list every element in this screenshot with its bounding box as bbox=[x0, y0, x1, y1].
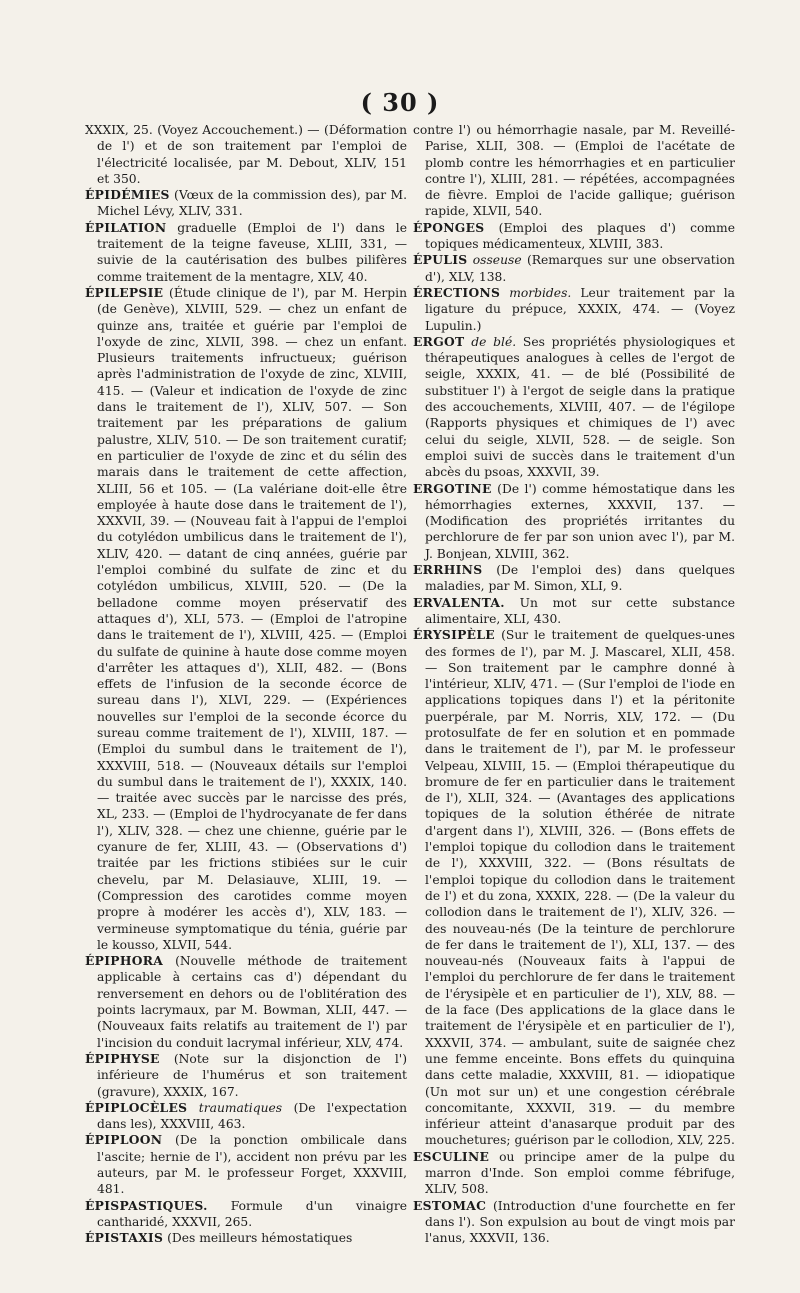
index-entry: ÉPIPLOCÈLES traumatiques (De l'expectation dans les), XXXVIII, 463. bbox=[85, 1099, 407, 1132]
index-entry: ÉPIPHYSE (Note sur la disjonction de l') inférieure de l'humérus et son traitement (gravure), XXXIX, 167. bbox=[85, 1050, 407, 1099]
index-entry: XXXIX, 25. (Voyez Accouchement.) — (Déformation de l') et de son traitement par l'emploi de l'électricité localisée, par M. Debout, XLIV, 151 et 350. bbox=[85, 123, 407, 186]
index-entry: ÉPILATION graduelle (Emploi de l') dans le traitement de la teigne faveuse, XLIII, 331, — suivie de la cautérisation des bulbes pilifères comme traitement de la mentagre, XLV, 40. bbox=[85, 219, 407, 284]
index-entry: ÉRECTIONS morbides. Leur traitement par la ligature du prépuce, XXXIX, 474. — (Voyez Lupulin.) bbox=[413, 284, 735, 333]
index-entry: ÉPISPASTIQUES. Formule d'un vinaigre cantharidé, XXXVII, 265. bbox=[85, 1197, 407, 1229]
page-number: ( 30 ) bbox=[360, 88, 440, 117]
index-entry: ESTOMAC (Introduction d'une fourchette en fer dans l'). Son expulsion au bout de vingt mois par l'anus, XXXVII, 136. bbox=[413, 1197, 735, 1246]
index-entry: ÉRYSIPÈLE (Sur le traitement de quelques-unes des formes de l'), par M. J. Mascarel, XLII, 458. — Son traitement par le camphre donné à l'intérieur, XLIV, 471. — (Sur l'emploi de l'iode en applications topiques dans l') et la péritonite puerpérale, par M. Norris, XLV, 172. — (Du protosulfate de fer en solution et en pommade dans le traitement de l'), par M. le professeur Velpeau, XLVIII, 15. — (Emploi thérapeutique du bromure de fer en particulier dans le traitement de l'), XLII, 324. — (Avantages des applications topiques de la solution éthérée de nitrate d'argent dans l'), XLVIII, 326. — (Bons effets de l'emploi topique du collodion dans le traitement de l'), XXXVIII, 322. — (Bons résultats de l'emploi topique du collodion dans le traitement de l') et du zona, XXXIX, 228. — (De la valeur du collodion dans le traitement de l'), XLIV, 326. — des nouveau-nés (De la teinture de perchlorure de fer dans le traitement de l'), XLI, 137. — des nouveau-nés (Nouveaux faits à l'appui de l'emploi du perchlorure de fer dans le traitement de l'érysipèle et en particulier de l'), XLV, 88. — de la face (Des applications de la glace dans le traitement de l'érysipèle et en particulier de l'), XXXVII, 374. — ambulant, suite de saignée chez une femme enceinte. Bons effets du quinquina dans cette maladie, XXXVIII, 81. — idiopatique (Un mot sur un) et une congestion cérébrale concomitante, XXXVII, 319. — du membre inférieur atteint d'anasarque produit par des mouchetures; guérison par le collodion, XLV, 225. bbox=[413, 627, 735, 1148]
index-entry: ESCULINE ou principe amer de la pulpe du marron d'Inde. Son emploi comme fébrifuge, XLIV, 508. bbox=[413, 1148, 735, 1197]
index-entry: ÉPONGES (Emploi des plaques d') comme topiques médicamenteux, XLVIII, 383. bbox=[413, 219, 735, 252]
index-entry: ÉPISTAXIS (Des meilleurs hémostatiques bbox=[85, 1230, 353, 1246]
left-column bbox=[85, 122, 407, 1246]
index-entry: ERGOT de blé. Ses propriétés physiologiques et thérapeutiques analogues à celles de l'ergot de seigle, XXXIX, 41. — de blé (Possibilité de substituer l') à l'ergot de seigle dans la pratique des accouchements, XLVIII, 407. — de l'égilope (Rapports physiques et chimiques de l') avec celui du seigle, XLVII, 528. — de seigle. Son emploi suivi de succès dans le traitement d'un abcès du psoas, XXXVII, 39. bbox=[413, 333, 735, 480]
index-entry: ÉPULIS osseuse (Remarques sur une observation d'), XLV, 138. bbox=[413, 252, 735, 284]
index-entry: ERGOTINE (De l') comme hémostatique dans les hémorrhagies externes, XXXVII, 137. — (Modification des propriétés irritantes du perchlorure de fer par son union avec l'), par M. J. Bonjean, XLVIII, 362. bbox=[413, 480, 735, 561]
index-entry: ERVALENTA. Un mot sur cette substance alimentaire, XLI, 430. bbox=[413, 594, 735, 626]
right-column bbox=[413, 122, 735, 1246]
index-entry: ÉPILEPSIE (Étude clinique de l'), par M. Herpin (de Genève), XLVIII, 529. — chez un enfant de quinze ans, traitée et guérie par l'emploi de l'oxyde de zinc, XLVII, 398. — chez un enfant. Plusieurs traitements infructueux; guérison après l'administration de l'oxyde de zinc, XLVIII, 415. — (Valeur et indication de l'oxyde de zinc dans le traitement de l'), XLIV, 507. — Son traitement par les préparations de galium palustre, XLIV, 510. — De son traitement curatif; en particulier de l'oxyde de zinc et du sélin des marais dans le traitement de cette affection, XLIII, 56 et 105. — (La valériane doit-elle être employée à haute dose dans le traitement de l'), XXXVII, 39. — (Nouveau fait à l'appui de l'emploi du cotylédon umbilicus dans le traitement de l'), XLIV, 420. — datant de cinq années, guérie par l'emploi combiné du sulfate de zinc et du cotylédon umbilicus, XLVIII, 520. — (De la belladone comme moyen préservatif des attaques d'), XLI, 573. — (Emploi de l'atropine dans le traitement de l'), XLVIII, 425. — (Emploi du sulfate de quinine à haute dose comme moyen d'arrêter les attaques d'), XLII, 482. — (Bons effets de l'infusion de la seconde écorce de sureau dans l'), XLVI, 229. — (Expériences nouvelles sur l'emploi de la seconde écorce du sureau comme traitement de l'), XLVIII, 187. — (Emploi du sumbul dans le traitement de l'), XXXVIII, 518. — (Nouveaux détails sur l'emploi du sumbul dans le traitement de l'), XXXIX, 140. — traitée avec succès par le narcisse des prés, XL, 233. — (Emploi de l'hydrocyanate de fer dans l'), XLIV, 328. — chez une chienne, guérie par le cyanure de fer, XLIII, 43. — (Observations d') traitée par les frictions stibiées sur le cuir chevelu, par M. Delasiauve, XLIII, 19. — (Compression des carotides comme moyen propre à modérer les accès d'), XLV, 183. — vermineuse symptomatique du ténia, guérie par le kousso, XLVII, 544. bbox=[85, 284, 407, 952]
index-entry: ÉPIPLOON (De la ponction ombilicale dans l'ascite; hernie de l'), accident non prévu par les auteurs, par M. le professeur Forget, XXXVIII, 481. bbox=[85, 1132, 407, 1197]
index-entry: ERRHINS (De l'emploi des) dans quelques maladies, par M. Simon, XLI, 9. bbox=[413, 562, 735, 594]
index-entry: ÉPIDÉMIES (Vœux de la commission des), par M. Michel Lévy, XLIV, 331. bbox=[85, 187, 407, 219]
index-entry: ÉPIPHORA (Nouvelle méthode de traitement applicable à certains cas d') dépendant du renversement en dehors ou de l'oblitération des points lacrymaux, par M. Bowman, XLII, 447. — (Nouveaux faits relatifs au traitement de l') par l'incision du conduit lacrymal inférieur, XLV, 474. bbox=[85, 953, 407, 1050]
index-entry: contre l') ou hémorrhagie nasale, par M. Reveillé-Parise, XLII, 308. — (Emploi de l'acétate de plomb contre les hémorrhagies et en particulier contre l'), XLIII, 281. — répétées, accompagnées de fièvre. Emploi de l'acide gallique; guérison rapide, XLVII, 540. bbox=[413, 123, 735, 219]
